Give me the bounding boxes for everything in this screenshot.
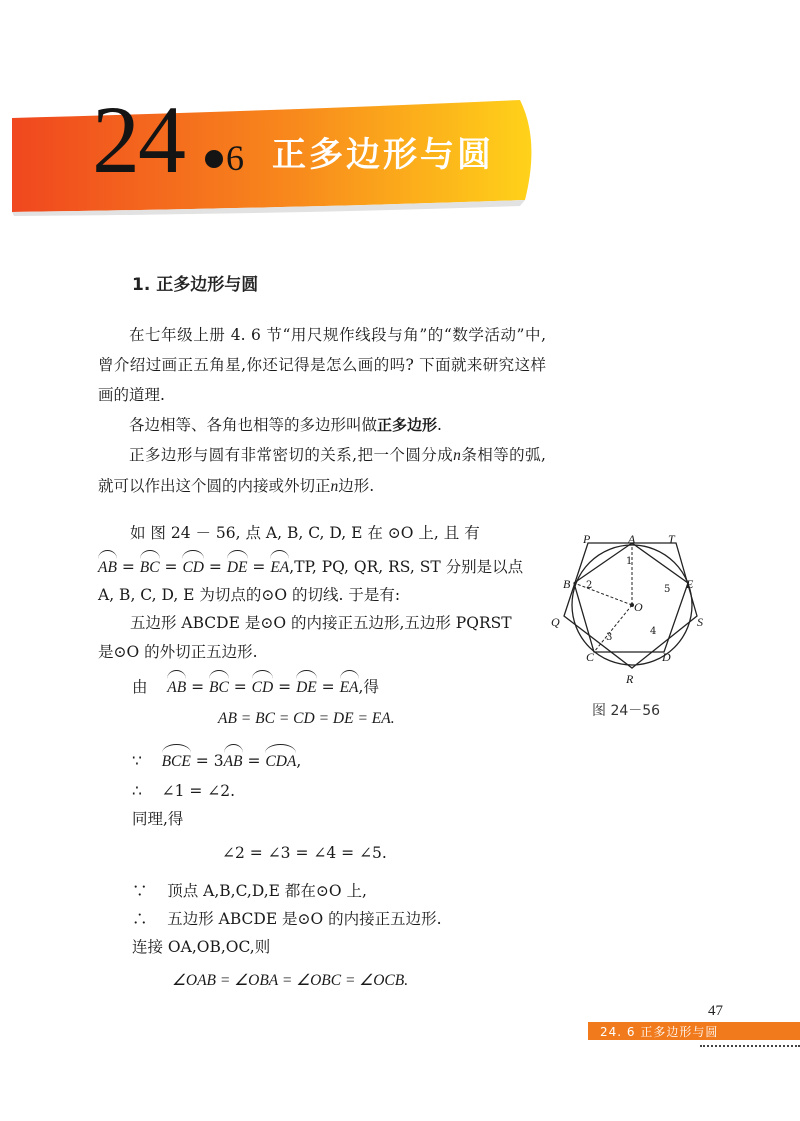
- section-heading: 1. 正多边形与圆: [132, 275, 259, 295]
- proof-inscribed: ∴ 五边形 ABCDE 是⊙O 的内接正五边形.: [132, 910, 442, 928]
- fig-label-e: E: [686, 577, 694, 591]
- eq-angles: ∠2 = ∠3 = ∠4 = ∠5.: [222, 844, 387, 862]
- fig-label-q: Q: [551, 615, 560, 629]
- proof-line-4: 五边形 ABCDE 是⊙O 的内接正五边形,五边形 PQRST: [130, 614, 512, 632]
- eq-chords: AB = BC = CD = DE = EA.: [218, 710, 395, 727]
- proof-therefore-angles: ∴ ∠1 = ∠2.: [132, 782, 236, 800]
- fig-label-o: O: [634, 600, 643, 614]
- proof-given: 由 AB = BC = CD = DE = EA,得: [132, 672, 379, 703]
- fig-label-p: P: [583, 532, 591, 546]
- fig-label-r: R: [626, 672, 634, 686]
- fig-angle-2: 2: [586, 580, 593, 591]
- proof-because-arcs: ∵ BCE = 3AB = CDA,: [132, 746, 301, 777]
- proof-line-5: 是⊙O 的外切正五边形.: [98, 643, 258, 661]
- fig-label-t: T: [668, 532, 675, 546]
- figure-pentagon-circle: [552, 528, 712, 688]
- paragraph-intro: 在七年级上册 4. 6 节“用尺规作线段与角”的“数学活动”中,曾介绍过画正五角星,你还记得是怎么画的吗? 下面就来研究这样画的道理.: [98, 326, 546, 404]
- proof-line-3: A, B, C, D, E 为切点的⊙O 的切线. 于是有:: [98, 586, 401, 604]
- footer-running-title: 24. 6 正多边形与圆: [600, 1025, 719, 1039]
- fig-label-d: D: [662, 650, 671, 664]
- term-regular-polygon: 正多边形: [377, 416, 438, 434]
- fig-label-b: B: [563, 577, 571, 591]
- fig-label-c: C: [586, 650, 595, 664]
- proof-connect: 连接 OA,OB,OC,则: [132, 938, 271, 956]
- paragraph-definition: 各边相等、各角也相等的多边形叫做正多边形.: [129, 416, 442, 434]
- figure-caption: 图 24－56: [592, 703, 661, 719]
- proof-vertices: ∵ 顶点 A,B,C,D,E 都在⊙O 上,: [132, 882, 367, 900]
- chapter-subnumber: 6: [226, 138, 244, 178]
- fig-label-a: A: [628, 532, 636, 546]
- fig-angle-5: 5: [664, 584, 671, 595]
- proof-similarly: 同理,得: [132, 810, 184, 828]
- fig-angle-3: 3: [606, 632, 613, 643]
- chapter-dot: [205, 150, 223, 168]
- proof-line-arcs: AB = BC = CD = DE = EA,TP, PQ, QR, RS, ST 分别是以点: [98, 552, 523, 583]
- fig-label-s: S: [697, 615, 703, 629]
- footer-divider: [700, 1045, 800, 1047]
- eq-angles-o: ∠OAB = ∠OBA = ∠OBC = ∠OCB.: [172, 972, 409, 989]
- fig-angle-4: 4: [650, 626, 657, 637]
- paragraph-relation: 正多边形与圆有非常密切的关系,把一个圆分成n条相等的弧,就可以作出这个圆的内接或外切正n边形.: [98, 446, 546, 495]
- page-number: 47: [708, 1003, 723, 1019]
- chapter-number: 24: [92, 86, 184, 193]
- proof-line-1: 如 图 24 － 56, 点 A, B, C, D, E 在 ⊙O 上, 且 有: [130, 524, 480, 542]
- chapter-title: 正多边形与圆: [272, 135, 494, 175]
- fig-angle-1: 1: [626, 556, 633, 567]
